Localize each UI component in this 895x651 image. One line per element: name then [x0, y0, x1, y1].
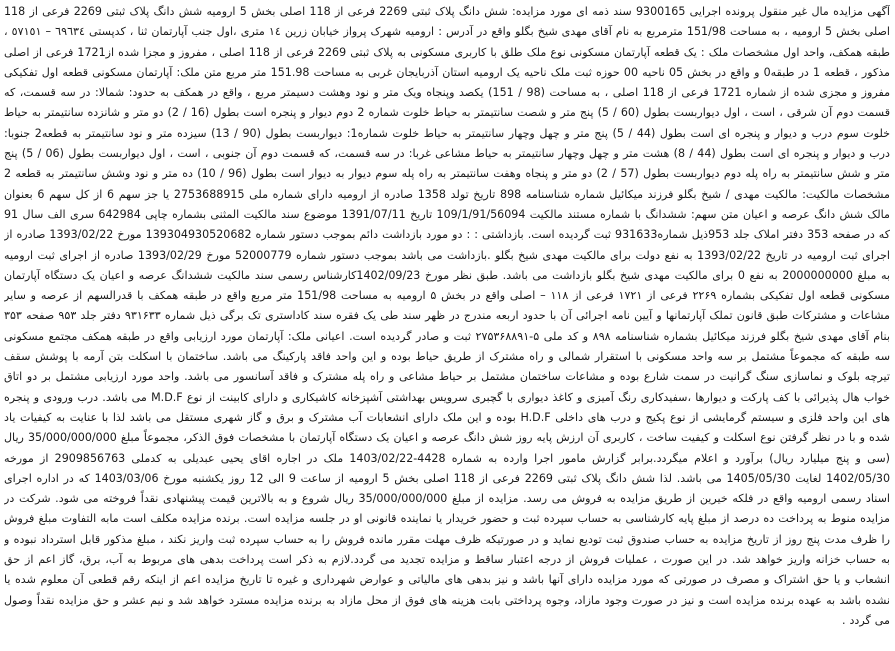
notice-body-text: آگهی مزایده مال غیر منقول پرونده اجرایی 9300165 سند ذمه ای مورد مزایده: شش دانگ پلاک ثبتی 2269 فرعی از 118 اصلی بخش 5 ارومیه شش دانگ پلاک ثبتی 2269 فرعی از 118 اصلی بخش 5 ارومیه ، به مساحت 151/98 مترمربع به نام آقای مهدی شیخ بگلو واقع در آدرس : ارومیه شهرک پرواز خیابان زرین ١٤ متری ،اول جنب آپارتمان ثنا ، کدپستی ٦٩٦٣٤ – ٥٧١٥١ ، طبقه همکف، واحد اول مشخصات ملک : یک قطعه آپارتمان مسکونی نوع ملک طلق با کاربری مسکونی به پلاک ثبتی 2269 فرعی از 118 اصلی ، مفروز و مجزا شده از1721 فرعی از اصلی مذکور ، قطعه 1 در طبقه0 و واقع در بخش 05 ناحیه 00 حوزه ثبت ملک ناحیه یک ارومیه استان آذربایجان غربی به مساحت 151.98 متر مربع متن ملک: آپارتمان مسکونی قطعه اول تفکیکی مفروز و مجزی شده از شماره 1721 فرعی از 118 اصلی ، به مساحت (98 / 151) یکصد وپنجاه ویک متر و نود وهشت دسیمتر مربع ، واقع در همکف به حدود: شمالا: در سه قسمت، که قسمت دوم آن شرقی ، است ، اول دیواربست بطول (60 / 5) پنج متر و شصت سانتیمتر به حیاط خلوت شماره 2 دوم دیوار و پنجره است بطول (16 / 2) دو متر و شانزده سانتیمتر به حیاط خلوت سوم درب و دیوار و پنجره ای است بطول (44 / 5) پنج متر و چهل وچهار سانتیمتر به حیاط خلوت شماره1: دیواربست بطول (90 / 13) سیزده متر و نود سانتیمتر به قطعه2 جنوبا: درب و دیوار و پنجره ای است بطول (44 / 8) هشت متر و چهل وچهار سانتیمتر به حیاط مشاعی غربا: در سه قسمت، که قسمت دوم آن جنوبی ، است ، اول دیواربست بطول (06 / 5) پنج متر و شش سانتیمتر به راه پله دوم دیواربست بطول (57 / 2) دو متر و پنجاه وهفت سانتیمتر به راه پله سوم دیوار به دیوار است بطول (96 / 10) ده متر و نود وشش سانتیمتر به قطعه 2 مشخصات مالکیت: مالکیت مهدی / شیخ بگلو فرزند میکائیل شماره شناسنامه 898 تاریخ تولد 1358 صادره از ارومیه دارای شماره ملی 2753688915 یا جز سهم 6 از کل سهم 6 بعنوان مالک شش دانگ عرصه و اعیان متن سهم: ششدانگ با شماره مستند مالکیت 109/1/91/56094 تاریخ 1391/07/11 موضوع سند مالکیت المثنی بشماره چاپی 642984 سری الف سال 91 که در صفحه 353 دفتر املاک جلد 953ذیل شماره931633 ثبت گردیده است. بازداشتی : : دو مورد بازداشت دائم بموجب دستور شماره 139304930520682 مورخ 1393/02/22 صادره از اجرای ثبت ارومیه در تاریخ 1393/02/22 به نفع دولت برای مالکیت مهدی شیخ بگلو .بازداشت می باشد بموجب دستور شماره 52000779 مورخ 1393/02/29 صادره از اجرای ثبت ارومیه به مبلغ 2000000000 به نفع 0 برای مالکیت مهدی شیخ بگلو بازداشت می باشد. طبق نظر مورخ 1402/09/23کارشناس رسمی سند مالکیت ششدانگ عرصه و اعیان یک دستگاه آپارتمان مسکونی قطعه اول تفکیکی بشماره ۲۲۶۹ فرعی از ۱۷۲۱ فرعی از ۱۱۸ – اصلی واقع در بخش ۵ ارومیه به مساحت 151/98 متر مربع واقع در طبقه همکف با قدرالسهم از عرصه و سایر مشاعات و مشترکات طبق قانون تملک آپارتمانها و آیین نامه اجرائی آن با حدود اربعه مندرج در ظهر سند طی یک فقره سند کاداستری تک برگی ذیل شماره ۹۳۱۶۳۳ دفتر جلد ۹۵۳ صفحه ۳۵۳ بنام آقای مهدی شیخ بگلو فرزند میکائیل بشماره شناسنامه ۸۹۸ و کد ملی ۵-۲۷۵۳۶۸۸۹۱ ثبت و صادر گردیده است. اعیانی ملک: آپارتمان مورد ارزیابی واقع در طبقه همکف مجتمع مسکونی سه طبقه که مجموعاً مشتمل بر سه واحد مسکونی با استقرار شمالی و راه مشترک از طریق حیاط بوده و این واحد فاقد پارکینگ می باشد. ساختمان با اسکلت بتن آرمه با پوشش سقف تیرچه بلوک و نماسازی سنگ گرانیت در سمت شارع بوده و مشاعات ساختمان مشتمل بر حیاط مشاعی و راه پله مشترک و فاقد آسانسور می باشد. واحد مورد ارزیابی مشتمل بر دو اتاق خواب هال پذیرائی با کف پارکت و دیوارها ،سفیدکاری رنگ آمیزی و کاغذ دیواری با گچبری سرویس بهداشتی آشپزخانه کاشیکاری و دارای کابینت از نوع M.D.F می باشد. درب ورودی و پنجره های این واحد فلزی و سیستم گرمایشی از نوع پکیج و درب های داخلی H.D.F بوده و این ملک دارای انشعابات آب مشترک و برق و گاز شهری مستقل می باشد لذا با عنایت به کیفیات یاد شده و با در نظر گرفتن نوع اسکلت و کیفیت ساخت ، کاربری آن ارزش پایه روز شش دانگ عرصه و اعیان یک دستگاه آپارتمان با مشخصات فوق الذکر، مجموعاً مبلغ 35/000/000/000 ریال (سی و پنج میلیارد ریال) برآورد و اعلام میگردد.برابر گزارش مامور اجرا وارده به شماره 4428-1403/02/22 ملک در اجاره اقای یحیی عبدیلی به کدملی 2909856763 از مورخه 1402/05/30 لغایت 1405/05/30 می باشد. لذا شش دانگ پلاک ثبتی 2269 فرعی از 118 اصلی بخش 5 ارومیه از ساعت 9 الی 12 روز یکشنبه مورخ 1403/03/06 که در اداره اجرای اسناد رسمی ارومیه واقع در فلکه خیرین از طریق مزایده به فروش می رسد. مزایده از مبلغ 35/000/000/000 ریال شروع و به بالاترین قیمت پیشنهادی نقداً فروخته می شود. شرکت در مزایده منوط به پرداخت ده درصد از مبلغ پایه کارشناسی به حساب سپرده ثبت و حضور خریدار یا نماینده قانونی او در جلسه مزایده است. برنده مزایده مکلف است مابه التفاوت مبلغ فروش را ظرف مدت پنج روز از تاریخ مزایده به حساب صندوق ثبت تودیع نماید و در صورتیکه ظرف مهلت مقرر مانده فروش را به حساب سپرده ثبت واریز نکند ، مبلغ مذکور قابل استرداد نبوده و به حساب خزانه واریز خواهد شد. در این صورت ، عملیات فروش از درجه اعتبار ساقط و مزایده تجدید می گردد.لازم به ذکر است پرداخت بدهی های مربوط به آب، برق، گاز اعم از حق انشعاب و یا حق اشتراک و مصرف در صورتی که مورد مزایده دارای آنها باشد و نیز بدهی های مالیاتی و عوارض شهرداری و غیره تا تاریخ مزایده اعم از اینکه رقم قطعی آن معلوم شده یا نشده باشد به عهده برنده مزایده است و نیز در صورت وجود مازاد، وجوه پرداختی بابت هزینه های فوق از محل مازاد به برنده مزایده مسترد خواهد شد و نیم عشر و حق مزایده نقداً وصول می گردد . — [4, 5, 890, 627]
auction-notice — [4, 2, 890, 649]
